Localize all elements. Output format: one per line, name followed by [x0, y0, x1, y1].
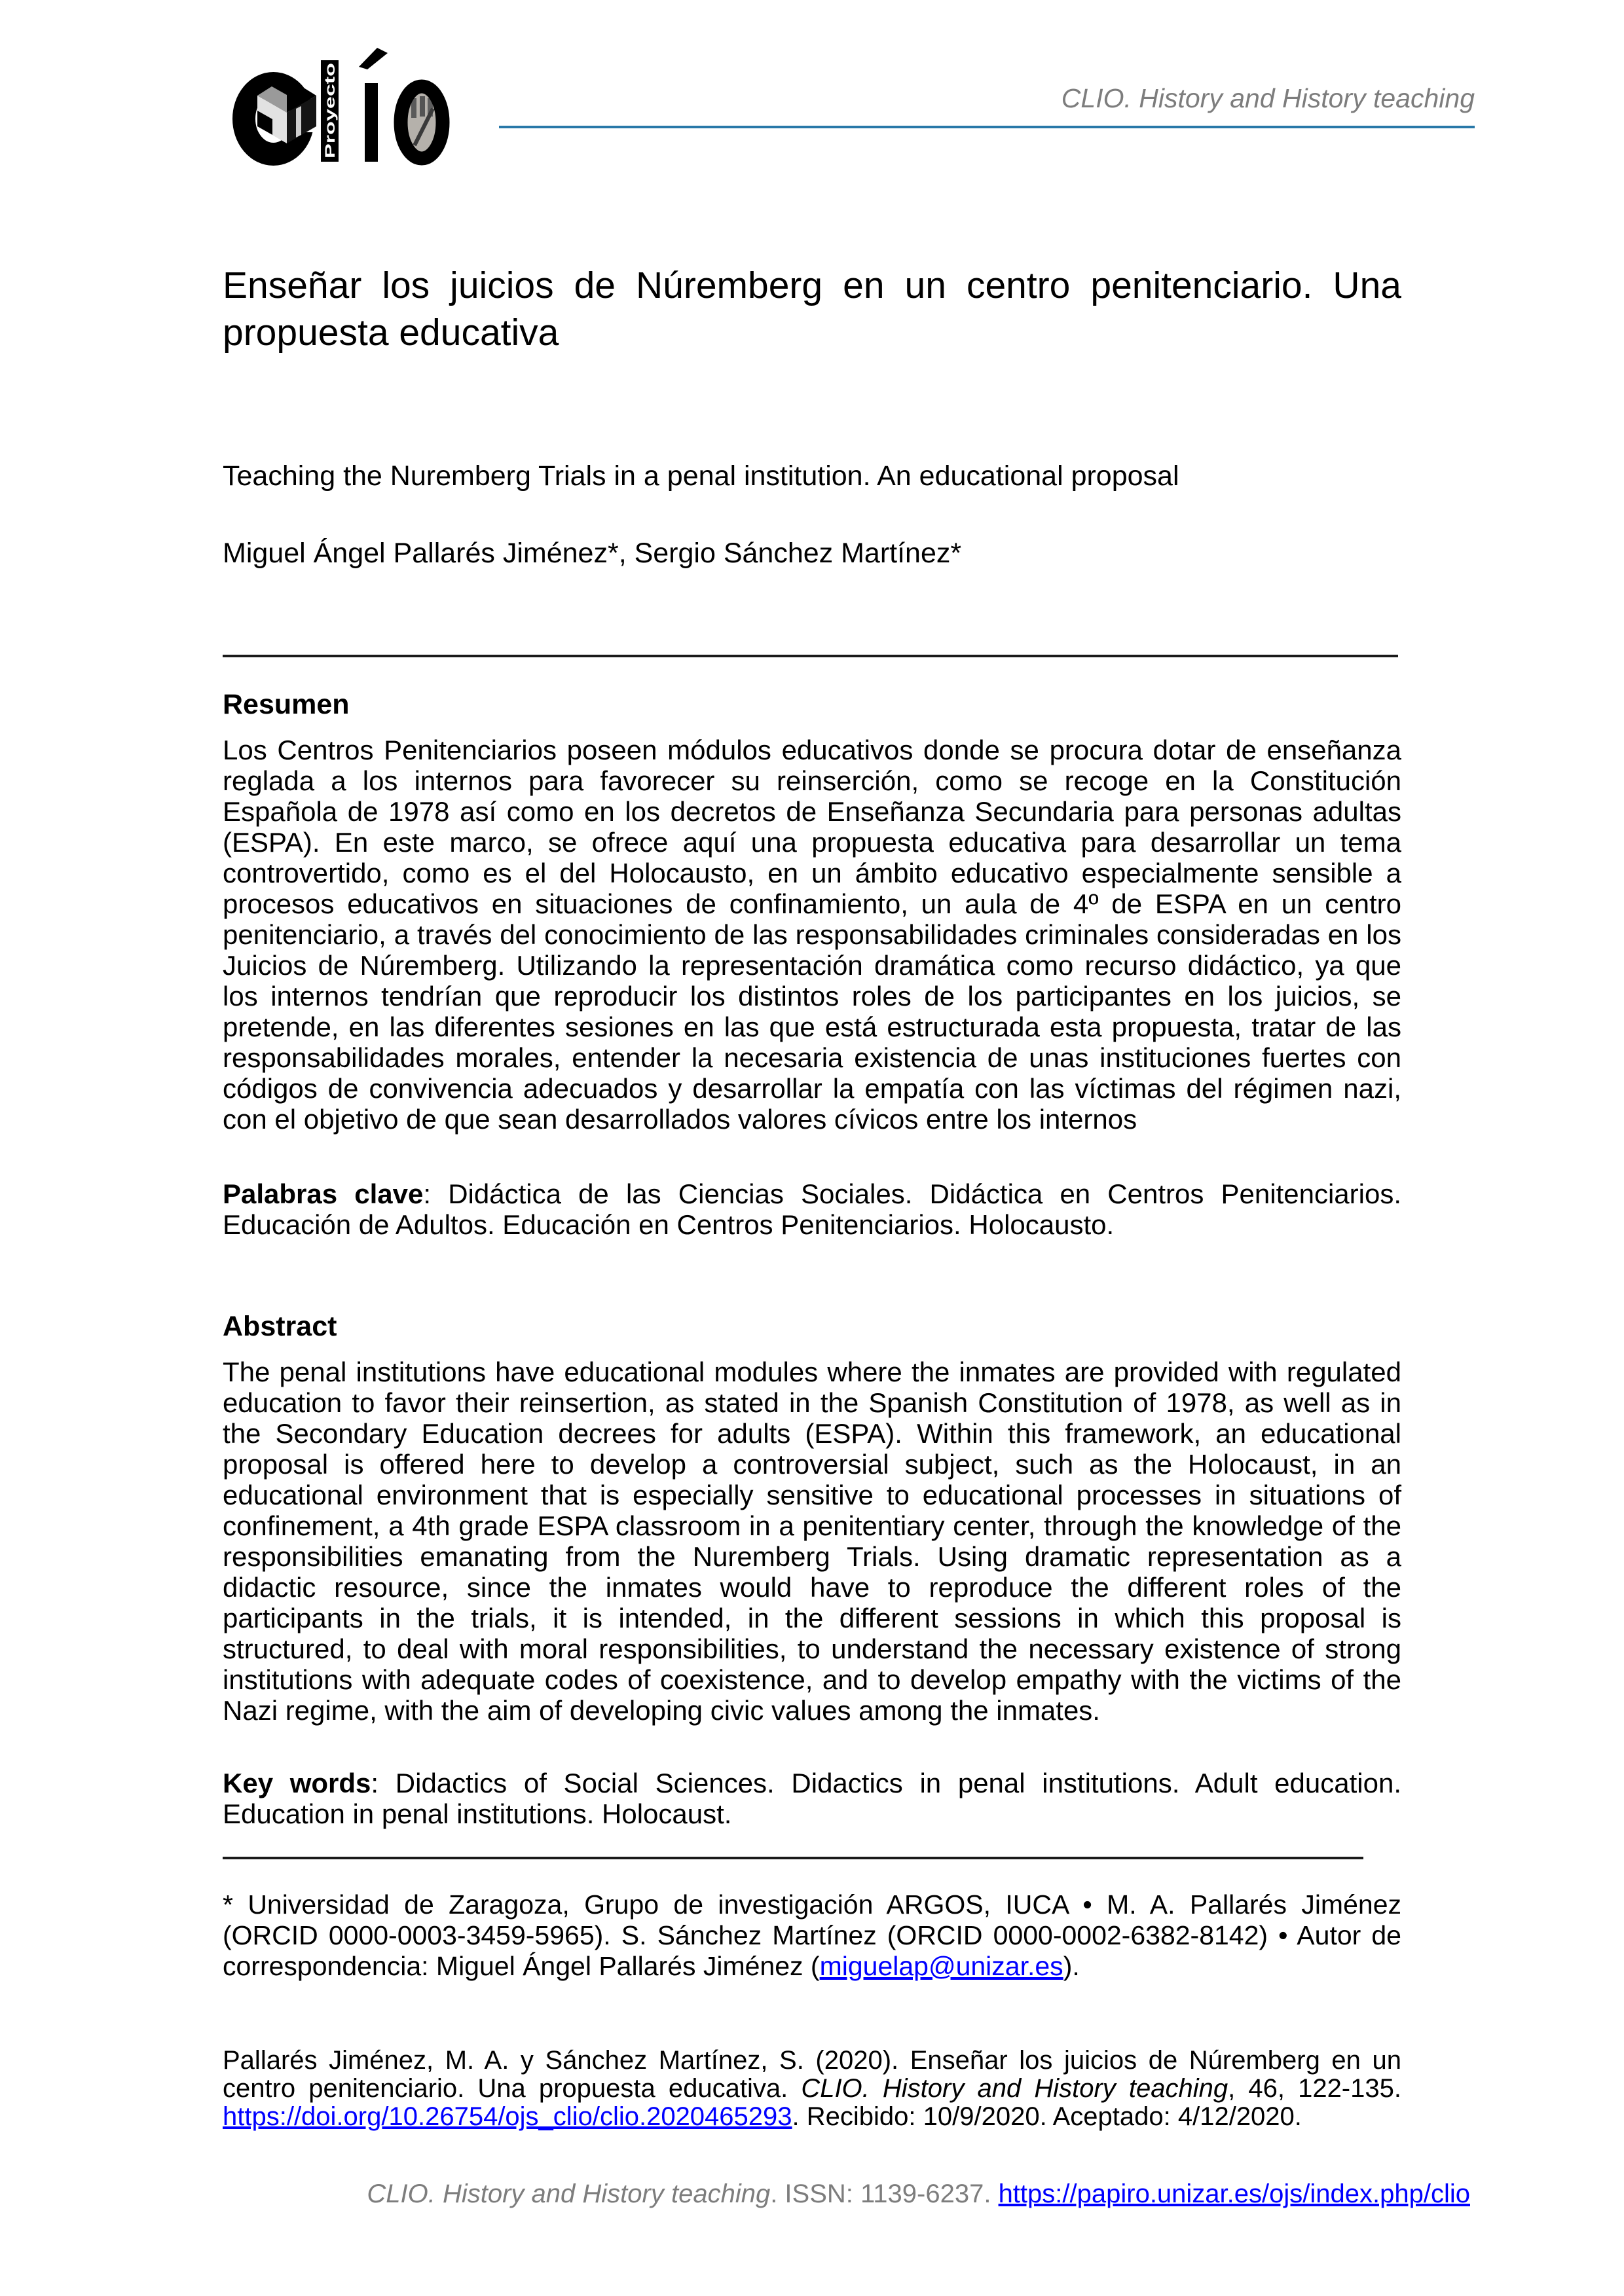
- clio-logo-graphic: [226, 46, 455, 167]
- palabras-clave-label: Palabras clave: [223, 1178, 424, 1209]
- resumen-heading: Resumen: [223, 689, 350, 720]
- abstract-paragraph: The penal institutions have educational modules where the inmates are provided with regulated education to favor their reinsertion, as stated in the Spanish Constitution of 1978, as well as in the Secondary Education decrees for adults (ESPA). Within this framework, an educational proposal is offered here to develop a controversial subject, such as the Holocaust, in an educational environment that is especially sensitive to educational processes in situations of confinement, a 4th grade ESPA classroom in a penitentiary center, through the knowledge of the responsibilities emanating from the Nuremberg Trials. Using dramatic representation as a didactic resource, since the inmates would have to reproduce the different roles of the participants in the trials, it is intended, in the different sessions in which this proposal is structured, to deal with moral responsibilities, to understand the necessary existence of strong institutions with adequate codes of coexistence, and to develop empathy with the victims of the Nazi regime, with the aim of developing civic values among the inmates.: [223, 1357, 1401, 1726]
- footnote-text: * Universidad de Zaragoza, Grupo de investigación ARGOS, IUCA • M. A. Pallarés Jiménez (ORCID 0000-0003-3459-5965). S. Sánchez Martínez (ORCID 0000-0002-6382-8142) • Autor de correspondencia: Miguel Ángel Pallarés Jiménez (: [223, 1889, 1401, 1981]
- citation-journal: CLIO. History and History teaching: [801, 2074, 1228, 2103]
- section-divider: [223, 655, 1398, 657]
- footer-journal: CLIO. History and History teaching: [367, 2179, 771, 2208]
- doi-link[interactable]: https://doi.org/10.26754/ojs_clio/clio.2020465293: [223, 2102, 792, 2131]
- article-title-es: Enseñar los juicios de Núremberg en un centro penitenciario. Una propuesta educativa: [223, 264, 1401, 354]
- palabras-clave-text: : Didáctica de las Ciencias Sociales. Didáctica en Centros Penitenciarios. Educación de Adultos. Educación en Centros Penitenciarios. Holocausto.: [223, 1178, 1401, 1240]
- palabras-clave: [223, 1178, 1401, 1240]
- clio-logo: [226, 46, 455, 167]
- journal-header: CLIO. History and History teaching: [1061, 83, 1475, 113]
- citation-block: [223, 2047, 1401, 2131]
- logo-letter-i: [359, 48, 388, 162]
- email-link[interactable]: miguelap@unizar.es: [819, 1951, 1063, 1981]
- citation-authors-year: Pallarés Jiménez, M. A. y Sánchez Martínez, S. (2020). Enseñar los juicios de Núremberg en un centro penitenciario. Una propuesta educativa.: [223, 2046, 1401, 2103]
- key-words: [223, 1768, 1401, 1829]
- header-rule: [499, 77, 1475, 128]
- citation-issue-pages: , 46, 122-135.: [1228, 2074, 1401, 2103]
- footer-journal-link[interactable]: https://papiro.unizar.es/ojs/index.php/clio: [998, 2179, 1470, 2208]
- footnote-separator: [223, 1857, 1363, 1859]
- citation-dates: . Recibido: 10/9/2020. Aceptado: 4/12/2020.: [792, 2102, 1302, 2131]
- page-footer: [223, 2179, 1470, 2209]
- logo-letter-l: [321, 60, 339, 162]
- resumen-paragraph: Los Centros Penitenciarios poseen módulos educativos donde se procura dotar de enseñanza reglada a los internos para favorecer su reinserción, como se recoge en la Constitución Española de 1978 así como en los decretos de Enseñanza Secundaria para personas adultas (ESPA). En este marco, se ofrece aquí una propuesta educativa para desarrollar un tema controvertido, como es el del Holocausto, en un ámbito educativo especialmente sensible a procesos educativos en situaciones de confinamiento, un aula de 4º de ESPA en un centro penitenciario, a través del conocimiento de las responsabilidades criminales consideradas en los Juicios de Núremberg. Utilizando la representación dramática como recurso didáctico, ya que los internos tendrían que reproducir los distintos roles de los participantes en los juicios, se pretende, en las diferentes sesiones en las que está estructurada esta propuesta, tratar de las responsabilidades morales, entender la necesaria existencia de unas instituciones fuertes con códigos de convivencia adecuados y desarrollar la empatía con las víctimas del régimen nazi, con el objetivo de que sean desarrollados valores cívicos entre los internos: [223, 735, 1401, 1135]
- abstract-heading: Abstract: [223, 1311, 337, 1342]
- footnote: [223, 1889, 1401, 1982]
- article-title-en: Teaching the Nuremberg Trials in a penal institution. An educational proposal: [223, 460, 1179, 492]
- footer-issn: . ISSN: 1139-6237.: [770, 2179, 999, 2208]
- logo-letter-o-muse-icon: [401, 86, 443, 158]
- footnote-text-end: ).: [1063, 1951, 1080, 1981]
- key-words-label: Key words: [223, 1768, 371, 1798]
- logo-proyecto-label: Proyecto: [323, 100, 338, 158]
- authors-line: Miguel Ángel Pallarés Jiménez*, Sergio Sánchez Martínez*: [223, 538, 962, 569]
- key-words-text: : Didactics of Social Sciences. Didactics in penal institutions. Adult education. Education in penal institutions. Holocaust.: [223, 1768, 1401, 1829]
